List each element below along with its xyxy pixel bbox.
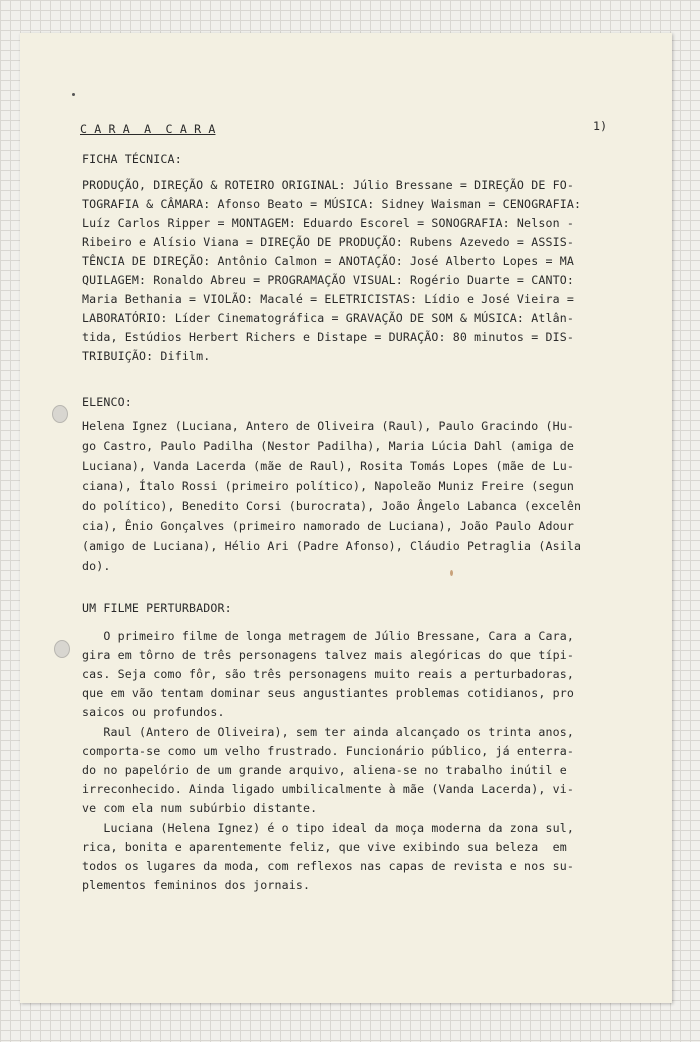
elenco-line: ciana), Ítalo Rossi (primeiro político), Napoleão Muniz Freire (segun	[82, 479, 574, 493]
filme-line: cas. Seja como fôr, são três personagens muito reais a perturbadoras,	[82, 667, 574, 681]
filme-line: Luciana (Helena Ignez) é o tipo ideal da moça moderna da zona sul,	[82, 821, 574, 835]
elenco-line: do).	[82, 559, 111, 573]
filme-heading: UM FILME PERTURBADOR:	[82, 601, 232, 615]
elenco-line: cia), Ênio Gonçalves (primeiro namorado de Luciana), João Paulo Adour	[82, 519, 574, 533]
punch-hole-bottom	[54, 640, 70, 658]
filme-line: todos os lugares da moda, com reflexos nas capas de revista e nos su-	[82, 859, 574, 873]
filme-line: gira em tôrno de três personagens talvez mais alegóricas do que típi-	[82, 648, 574, 662]
page-number: 1)	[593, 119, 608, 133]
filme-line: comporta-se como um velho frustrado. Funcionário público, já enterra-	[82, 744, 574, 758]
filme-line: do no papelório de um grande arquivo, aliena-se no trabalho inútil e	[82, 763, 567, 777]
ficha-line: QUILAGEM: Ronaldo Abreu = PROGRAMAÇÃO VISUAL: Rogério Duarte = CANTO:	[82, 273, 574, 287]
ficha-heading: FICHA TÉCNICA:	[82, 152, 182, 166]
document-title: C A R A A C A R A	[80, 122, 216, 136]
elenco-line: Helena Ignez (Luciana, Antero de Oliveira (Raul), Paulo Gracindo (Hu-	[82, 419, 574, 433]
filme-line: rica, bonita e aparentemente feliz, que vive exibindo sua beleza em	[82, 840, 567, 854]
typed-document-page	[20, 33, 672, 1003]
elenco-line: do político), Benedito Corsi (burocrata), João Ângelo Labanca (excelên	[82, 499, 582, 513]
punch-hole-top	[52, 405, 68, 423]
filme-line: irreconhecido. Ainda ligado umbilicalmente à mãe (Vanda Lacerda), vi-	[82, 782, 574, 796]
ficha-line: TRIBUIÇÃO: Difilm.	[82, 349, 211, 363]
filme-line: O primeiro filme de longa metragem de Júlio Bressane, Cara a Cara,	[82, 629, 574, 643]
ficha-line: Ribeiro e Alísio Viana = DIREÇÃO DE PRODUÇÃO: Rubens Azevedo = ASSIS-	[82, 235, 574, 249]
filme-line: plementos femininos dos jornais.	[82, 878, 311, 892]
ficha-line: TOGRAFIA & CÂMARA: Afonso Beato = MÚSICA: Sidney Waisman = CENOGRAFIA:	[82, 197, 582, 211]
elenco-line: Luciana), Vanda Lacerda (mãe de Raul), Rosita Tomás Lopes (mãe de Lu-	[82, 459, 574, 473]
elenco-line: (amigo de Luciana), Hélio Ari (Padre Afonso), Cláudio Petraglia (Asila	[82, 539, 582, 553]
filme-line: que em vão tentam dominar seus angustiantes problemas cotidianos, pro	[82, 686, 574, 700]
ficha-line: LABORATÓRIO: Líder Cinematográfica = GRAVAÇÃO DE SOM & MÚSICA: Atlân-	[82, 311, 574, 325]
elenco-line: go Castro, Paulo Padilha (Nestor Padilha), Maria Lúcia Dahl (amiga de	[82, 439, 574, 453]
filme-line: Raul (Antero de Oliveira), sem ter ainda alcançado os trinta anos,	[82, 725, 574, 739]
ficha-line: tida, Estúdios Herbert Richers e Distape = DURAÇÃO: 80 minutos = DIS-	[82, 330, 574, 344]
elenco-heading: ELENCO:	[82, 395, 132, 409]
ficha-line: PRODUÇÃO, DIREÇÃO & ROTEIRO ORIGINAL: Júlio Bressane = DIREÇÃO DE FO-	[82, 178, 574, 192]
ficha-line: Luíz Carlos Ripper = MONTAGEM: Eduardo Escorel = SONOGRAFIA: Nelson -	[82, 216, 574, 230]
ficha-line: Maria Bethania = VIOLÃO: Macalé = ELETRICISTAS: Lídio e José Vieira =	[82, 292, 574, 306]
ink-dot	[72, 93, 75, 96]
ficha-line: TÊNCIA DE DIREÇÃO: Antônio Calmon = ANOTAÇÃO: José Alberto Lopes = MA	[82, 254, 574, 268]
filme-line: ve com ela num subúrbio distante.	[82, 801, 318, 815]
filme-line: saicos ou profundos.	[82, 705, 225, 719]
paper-stain	[450, 570, 453, 576]
